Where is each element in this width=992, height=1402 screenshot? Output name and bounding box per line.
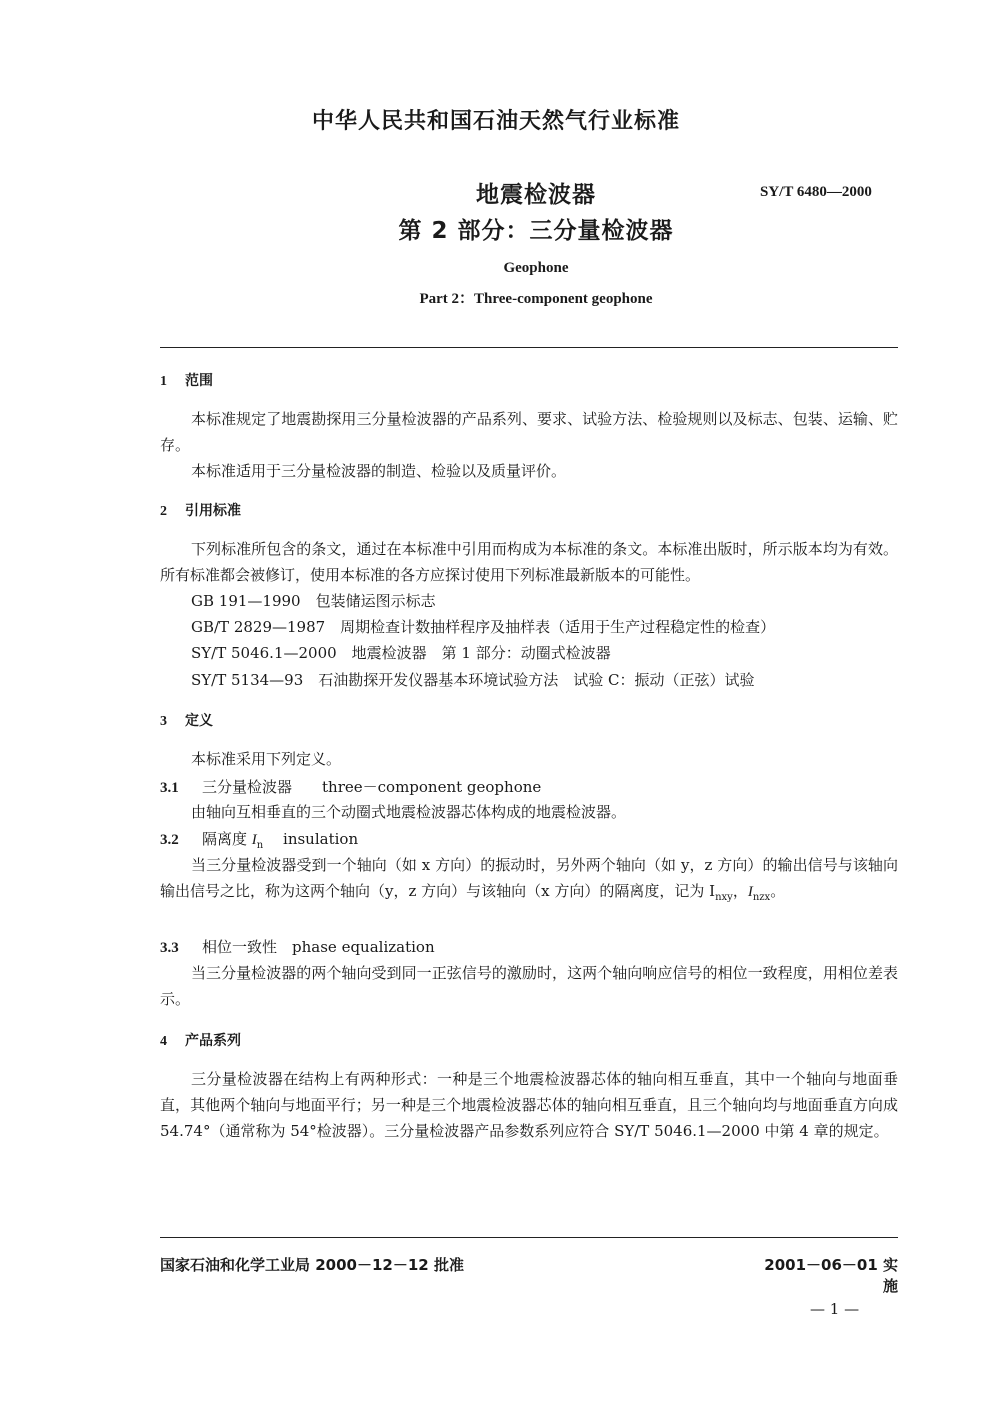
definition-term: 相位一致性 — [202, 938, 278, 956]
section-4-heading — [160, 1030, 241, 1050]
section-number: 2 — [160, 504, 167, 519]
section-2-heading — [160, 500, 241, 520]
section-1-heading — [160, 370, 213, 390]
subscript: nxy — [715, 892, 733, 903]
reference-item: GB 191—1990 包装储运图示标志 — [191, 592, 436, 610]
bottom-divider — [160, 1237, 898, 1238]
definition-number: 3.1 — [160, 780, 179, 796]
section-1-paragraph-2: 本标准适用于三分量检波器的制造、检验以及质量评价。 — [191, 462, 567, 480]
definition-3-3-term — [160, 936, 435, 957]
section-number: 1 — [160, 374, 167, 389]
definition-3-2-text — [160, 852, 898, 911]
reference-item: SY/T 5134—93 石油勘探开发仪器基本环境试验方法 试验 C：振动（正弦）试验 — [191, 671, 755, 689]
section-title: 范围 — [185, 373, 213, 389]
title-en-line2: Part 2：Three-component geophone — [419, 291, 653, 307]
separator: ， — [732, 882, 748, 900]
definition-text: 当三分量检波器受到一个轴向（如 x 方向）的振动时，另外两个轴向（如 y，z 方向）的输出信号与该轴向输出信号之比，称为这两个轴向（y，z 方向）与该轴向（x 方向）的隔离度，记为 I — [160, 856, 898, 900]
section-title: 产品系列 — [185, 1033, 241, 1049]
symbol: I — [251, 832, 257, 848]
terminator: 。 — [770, 882, 786, 900]
reference-item: GB/T 2829—1987 周期检查计数抽样程序及抽样表（适用于生产过程稳定性的检查） — [191, 618, 776, 636]
title-cn-line2: 第 2 部分：三分量检波器 — [398, 218, 674, 244]
definition-english: phase equalization — [292, 938, 435, 956]
definition-english: three－component geophone — [322, 778, 542, 796]
definition-number: 3.3 — [160, 940, 179, 956]
section-number: 4 — [160, 1034, 167, 1049]
standard-header: 中华人民共和国石油天然气行业标准 — [311, 109, 680, 134]
definition-term: 隔离度 — [202, 830, 248, 848]
subscript: nzx — [752, 892, 771, 903]
definition-3-1-term — [160, 776, 541, 797]
section-title: 定义 — [185, 713, 213, 729]
section-title: 引用标准 — [185, 503, 241, 519]
symbol-subscript: n — [256, 840, 264, 851]
top-divider — [160, 347, 898, 348]
approval-date: 国家石油和化学工业局 2000－12－12 批准 — [160, 1256, 464, 1274]
title-en-line1: Geophone — [503, 260, 569, 276]
section-3-heading — [160, 710, 213, 730]
standard-number: SY/T 6480—2000 — [760, 184, 872, 200]
definition-number: 3.2 — [160, 832, 179, 848]
page-number: — 1 — — [810, 1300, 860, 1318]
section-2-paragraph-1: 下列标准所包含的条文，通过在本标准中引用而构成为本标准的条文。本标准出版时，所示版本均为有效。所有标准都会被修订，使用本标准的各方应探讨使用下列标准最新版本的可能性。 — [160, 540, 898, 584]
section-number: 3 — [160, 714, 167, 729]
section-3-intro: 本标准采用下列定义。 — [191, 750, 342, 768]
reference-item: SY/T 5046.1—2000 地震检波器 第 1 部分：动圈式检波器 — [191, 644, 611, 662]
section-1-paragraph-1: 本标准规定了地震勘探用三分量检波器的产品系列、要求、试验方法、检验规则以及标志、包装、运输、贮存。 — [160, 410, 898, 454]
symbol: I — [747, 884, 753, 900]
definition-3-2-term — [160, 828, 358, 851]
definition-3-3-text: 当三分量检波器的两个轴向受到同一正弦信号的激励时，这两个轴向响应信号的相位一致程度，用相位差表示。 — [160, 964, 898, 1008]
effective-date: 2001－06－01 实施 — [764, 1256, 898, 1295]
definition-term: 三分量检波器 — [202, 778, 293, 796]
section-4-paragraph-1: 三分量检波器在结构上有两种形式：一种是三个地震检波器芯体的轴向相互垂直，其中一个轴向与地面垂直，其他两个轴向与地面平行；另一种是三个地震检波器芯体的轴向相互垂直，且三个轴向均与地面垂直方向成 54.74°（通常称为 54°检波器）。三分量检波器产品参数系列应符合 SY/T 5046.1—2000 中第 4 章的规定。 — [160, 1070, 898, 1140]
definition-english: insulation — [283, 830, 359, 848]
title-cn-line1: 地震检波器 — [476, 182, 596, 208]
definition-3-1-text: 由轴向互相垂直的三个动圈式地震检波器芯体构成的地震检波器。 — [191, 803, 627, 821]
